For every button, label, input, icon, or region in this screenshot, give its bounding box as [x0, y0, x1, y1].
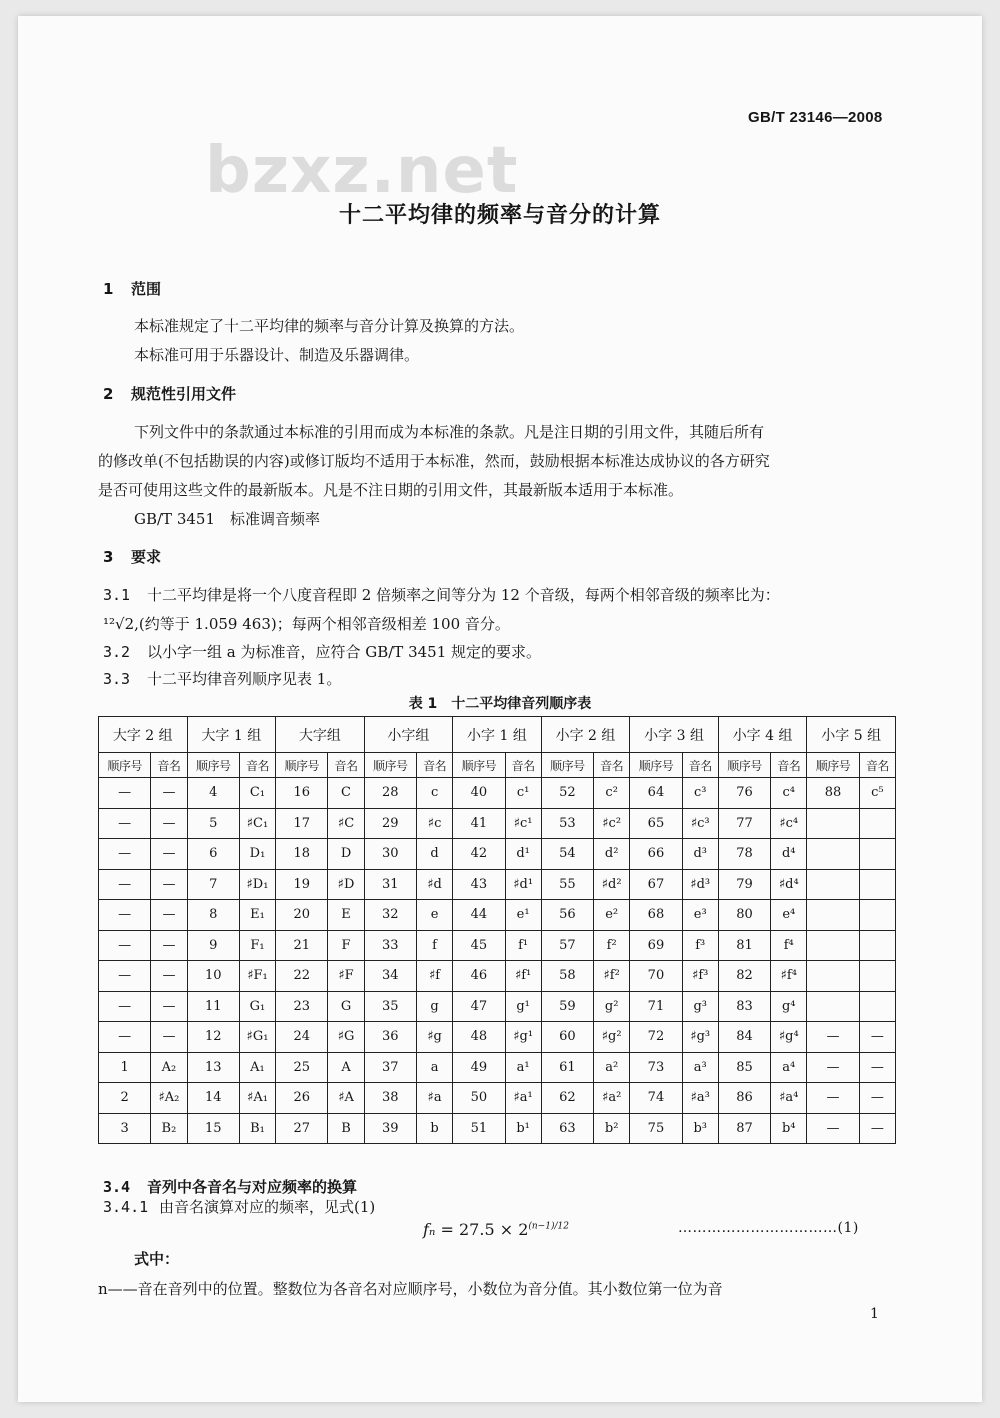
note-cell: ♯C [328, 808, 364, 839]
note-cell: d⁴ [771, 839, 807, 870]
note-cell: ♯D [328, 869, 364, 900]
note-column-header: 音名 [859, 753, 895, 778]
note-cell: ♯a² [594, 1083, 630, 1114]
seq-cell: 65 [630, 808, 682, 839]
seq-column-header: 顺序号 [99, 753, 151, 778]
table-row [99, 991, 896, 1022]
note-cell: ♯g⁴ [771, 1022, 807, 1053]
seq-cell: — [99, 839, 151, 870]
seq-cell: 80 [718, 900, 770, 931]
seq-cell: 28 [364, 778, 416, 809]
seq-column-header: 顺序号 [276, 753, 328, 778]
seq-cell [807, 930, 859, 961]
table-row [99, 1052, 896, 1083]
seq-cell: 7 [187, 869, 239, 900]
seq-cell: 52 [541, 778, 593, 809]
note-cell: ♯f² [594, 961, 630, 992]
note-cell: — [151, 961, 187, 992]
note-cell: ♯a [416, 1083, 452, 1114]
seq-cell: 51 [453, 1113, 505, 1144]
seq-cell: 5 [187, 808, 239, 839]
note-cell: ♯d² [594, 869, 630, 900]
note-cell: — [151, 808, 187, 839]
seq-cell: 18 [276, 839, 328, 870]
note-cell: — [151, 839, 187, 870]
table-row [99, 839, 896, 870]
note-cell: B₁ [239, 1113, 275, 1144]
seq-cell: 75 [630, 1113, 682, 1144]
section-1-paragraph-2: 本标准可用于乐器设计、制造及乐器调律。 [134, 346, 420, 364]
seq-cell [807, 900, 859, 931]
note-cell: A₂ [151, 1052, 187, 1083]
seq-cell: 78 [718, 839, 770, 870]
note-cell: ♯f⁴ [771, 961, 807, 992]
section-1-heading: 1 范围 [103, 280, 162, 298]
note-cell: ♯c¹ [505, 808, 541, 839]
where-label: 式中： [134, 1250, 180, 1268]
note-cell: ♯g¹ [505, 1022, 541, 1053]
note-cell: ♯c³ [682, 808, 718, 839]
seq-cell: — [99, 930, 151, 961]
seq-cell: 23 [276, 991, 328, 1022]
seq-cell: 49 [453, 1052, 505, 1083]
seq-cell: 12 [187, 1022, 239, 1053]
pitch-sequence-table [98, 716, 896, 1144]
group-header: 大字组 [276, 717, 365, 753]
seq-cell: 87 [718, 1113, 770, 1144]
seq-cell: 83 [718, 991, 770, 1022]
note-cell: ♯A [328, 1083, 364, 1114]
note-cell: E₁ [239, 900, 275, 931]
seq-cell: 85 [718, 1052, 770, 1083]
seq-cell: 15 [187, 1113, 239, 1144]
seq-cell: 70 [630, 961, 682, 992]
seq-cell: — [99, 808, 151, 839]
seq-cell: 4 [187, 778, 239, 809]
note-cell: — [151, 869, 187, 900]
seq-cell: 24 [276, 1022, 328, 1053]
note-cell: ♯g² [594, 1022, 630, 1053]
note-column-header: 音名 [682, 753, 718, 778]
note-cell: a³ [682, 1052, 718, 1083]
section-2-line-2: 的修改单(不包括勘误的内容)或修订版均不适用于本标准，然而，鼓励根据本标准达成协议的各方研究 [98, 452, 770, 470]
note-cell: — [151, 778, 187, 809]
seq-cell: 2 [99, 1083, 151, 1114]
note-cell: f⁴ [771, 930, 807, 961]
note-cell: ♯d [416, 869, 452, 900]
note-cell [859, 839, 895, 870]
seq-cell: 61 [541, 1052, 593, 1083]
note-cell: ♯a⁴ [771, 1083, 807, 1114]
seq-column-header: 顺序号 [718, 753, 770, 778]
watermark: bzxz.net [205, 134, 519, 208]
note-column-header: 音名 [416, 753, 452, 778]
note-cell: g¹ [505, 991, 541, 1022]
note-cell: ♯d¹ [505, 869, 541, 900]
note-cell: ♯d³ [682, 869, 718, 900]
note-cell: a² [594, 1052, 630, 1083]
note-cell: c¹ [505, 778, 541, 809]
seq-cell: 76 [718, 778, 770, 809]
note-cell: — [859, 1022, 895, 1053]
seq-cell: 45 [453, 930, 505, 961]
section-2-line-1: 下列文件中的条款通过本标准的引用而成为本标准的条款。凡是注日期的引用文件，其随后所有 [134, 423, 765, 441]
table-row [99, 1083, 896, 1114]
seq-cell: 74 [630, 1083, 682, 1114]
seq-cell: 82 [718, 961, 770, 992]
seq-cell [807, 869, 859, 900]
clause-3-2: 3.2 以小字一组 a 为标准音，应符合 GB/T 3451 规定的要求。 [103, 643, 542, 661]
seq-cell: 20 [276, 900, 328, 931]
seq-cell: 59 [541, 991, 593, 1022]
note-cell: — [151, 1022, 187, 1053]
note-cell: E [328, 900, 364, 931]
seq-cell: 44 [453, 900, 505, 931]
seq-cell: — [807, 1113, 859, 1144]
table-row [99, 900, 896, 931]
seq-cell: 84 [718, 1022, 770, 1053]
normative-reference: GB/T 3451 标准调音频率 [134, 510, 321, 528]
formula-number: ……………………………(1) [678, 1220, 859, 1236]
seq-cell: 19 [276, 869, 328, 900]
seq-cell: 88 [807, 778, 859, 809]
note-cell: ♯a¹ [505, 1083, 541, 1114]
seq-cell: 17 [276, 808, 328, 839]
seq-cell [807, 808, 859, 839]
table-row [99, 869, 896, 900]
clause-3-4: 3.4 音列中各音名与对应频率的换算 [103, 1178, 358, 1196]
note-cell: ♯f³ [682, 961, 718, 992]
seq-cell [807, 839, 859, 870]
note-column-header: 音名 [239, 753, 275, 778]
table-row [99, 1022, 896, 1053]
note-cell: B [328, 1113, 364, 1144]
group-header: 小字 3 组 [630, 717, 719, 753]
table-row [99, 961, 896, 992]
seq-cell: 56 [541, 900, 593, 931]
note-cell: c⁴ [771, 778, 807, 809]
seq-cell: 31 [364, 869, 416, 900]
seq-cell: 64 [630, 778, 682, 809]
seq-cell: 47 [453, 991, 505, 1022]
group-header: 大字 1 组 [187, 717, 276, 753]
note-cell: ♯D₁ [239, 869, 275, 900]
note-cell [859, 930, 895, 961]
note-cell: f³ [682, 930, 718, 961]
column-header-row [99, 753, 896, 778]
seq-cell: 26 [276, 1083, 328, 1114]
seq-cell: 37 [364, 1052, 416, 1083]
seq-cell: 10 [187, 961, 239, 992]
seq-cell: 42 [453, 839, 505, 870]
seq-cell: 63 [541, 1113, 593, 1144]
page-title: 十二平均律的频率与音分的计算 [338, 203, 661, 228]
note-cell: B₂ [151, 1113, 187, 1144]
variable-n-definition: n——音在音列中的位置。整数位为各音名对应顺序号，小数位为音分值。其小数位第一位为音 [98, 1280, 723, 1298]
seq-cell: 9 [187, 930, 239, 961]
seq-cell: 36 [364, 1022, 416, 1053]
note-cell: g [416, 991, 452, 1022]
section-1-paragraph-1: 本标准规定了十二平均律的频率与音分计算及换算的方法。 [134, 317, 525, 335]
seq-cell: 60 [541, 1022, 593, 1053]
seq-cell: — [807, 1022, 859, 1053]
table-row [99, 778, 896, 809]
seq-column-header: 顺序号 [187, 753, 239, 778]
group-header: 小字 5 组 [807, 717, 896, 753]
seq-cell [807, 961, 859, 992]
note-cell: ♯c [416, 808, 452, 839]
seq-cell: 55 [541, 869, 593, 900]
seq-cell: 57 [541, 930, 593, 961]
section-2-line-3: 是否可使用这些文件的最新版本。凡是不注日期的引用文件，其最新版本适用于本标准。 [98, 481, 684, 499]
note-cell: b³ [682, 1113, 718, 1144]
note-cell: g² [594, 991, 630, 1022]
note-cell: a [416, 1052, 452, 1083]
seq-cell: 30 [364, 839, 416, 870]
seq-cell: 41 [453, 808, 505, 839]
note-cell: D [328, 839, 364, 870]
clause-3-3: 3.3 十二平均律音列顺序见表 1。 [103, 670, 342, 688]
note-cell: — [151, 900, 187, 931]
note-cell: f [416, 930, 452, 961]
note-cell: ♯f¹ [505, 961, 541, 992]
seq-cell: 53 [541, 808, 593, 839]
note-column-header: 音名 [151, 753, 187, 778]
note-cell: ♯c² [594, 808, 630, 839]
note-cell: d¹ [505, 839, 541, 870]
seq-cell: 3 [99, 1113, 151, 1144]
seq-cell: 54 [541, 839, 593, 870]
seq-cell: 27 [276, 1113, 328, 1144]
note-cell: e⁴ [771, 900, 807, 931]
note-cell: F₁ [239, 930, 275, 961]
note-cell: a¹ [505, 1052, 541, 1083]
seq-cell: 6 [187, 839, 239, 870]
group-header: 小字 2 组 [541, 717, 630, 753]
seq-cell: — [807, 1083, 859, 1114]
seq-cell: — [99, 1022, 151, 1053]
note-cell: — [859, 1113, 895, 1144]
note-cell: ♯A₂ [151, 1083, 187, 1114]
note-cell: ♯G [328, 1022, 364, 1053]
seq-cell: 86 [718, 1083, 770, 1114]
note-column-header: 音名 [328, 753, 364, 778]
note-cell: ♯d⁴ [771, 869, 807, 900]
seq-cell: 39 [364, 1113, 416, 1144]
seq-cell: 14 [187, 1083, 239, 1114]
seq-cell: 50 [453, 1083, 505, 1114]
note-cell: e³ [682, 900, 718, 931]
note-cell: f² [594, 930, 630, 961]
note-cell: ♯g [416, 1022, 452, 1053]
note-cell: c⁵ [859, 778, 895, 809]
doc-number: GB/T 23146—2008 [748, 109, 883, 126]
seq-cell: 35 [364, 991, 416, 1022]
seq-cell: 33 [364, 930, 416, 961]
note-cell: ♯a³ [682, 1083, 718, 1114]
seq-column-header: 顺序号 [807, 753, 859, 778]
note-cell [859, 900, 895, 931]
clause-3-1-continued: ¹²√2,(约等于 1.059 463)；每两个相邻音级相差 100 音分。 [103, 615, 510, 633]
note-cell: ♯F [328, 961, 364, 992]
seq-cell: 58 [541, 961, 593, 992]
note-cell: d [416, 839, 452, 870]
seq-cell: 73 [630, 1052, 682, 1083]
document-page [18, 16, 982, 1402]
seq-cell: — [99, 961, 151, 992]
seq-cell: 66 [630, 839, 682, 870]
section-2-heading: 2 规范性引用文件 [103, 385, 237, 403]
note-cell: c² [594, 778, 630, 809]
seq-column-header: 顺序号 [541, 753, 593, 778]
note-cell: c [416, 778, 452, 809]
seq-cell: 11 [187, 991, 239, 1022]
note-cell: A [328, 1052, 364, 1083]
seq-cell: 81 [718, 930, 770, 961]
section-3-heading: 3 要求 [103, 548, 162, 566]
note-cell: F [328, 930, 364, 961]
note-cell: a⁴ [771, 1052, 807, 1083]
seq-column-header: 顺序号 [453, 753, 505, 778]
group-header: 小字 1 组 [453, 717, 542, 753]
note-cell: ♯f [416, 961, 452, 992]
note-column-header: 音名 [594, 753, 630, 778]
table-caption: 表 1 十二平均律音列顺序表 [408, 696, 592, 712]
seq-cell: 77 [718, 808, 770, 839]
note-cell [859, 961, 895, 992]
group-header: 大字 2 组 [99, 717, 188, 753]
group-header-row [99, 717, 896, 753]
group-header: 小字 4 组 [718, 717, 807, 753]
seq-cell: 1 [99, 1052, 151, 1083]
table-row [99, 808, 896, 839]
note-cell: f¹ [505, 930, 541, 961]
frequency-formula: $f_n = 27.5 \times 2^{(n-1)/12}$ [423, 1220, 569, 1239]
seq-cell: 43 [453, 869, 505, 900]
note-cell: g³ [682, 991, 718, 1022]
seq-cell: 46 [453, 961, 505, 992]
note-cell: — [151, 991, 187, 1022]
seq-cell: — [99, 869, 151, 900]
seq-cell: 25 [276, 1052, 328, 1083]
seq-cell: — [99, 991, 151, 1022]
note-cell: C [328, 778, 364, 809]
seq-cell: 13 [187, 1052, 239, 1083]
note-cell: b [416, 1113, 452, 1144]
seq-cell: 68 [630, 900, 682, 931]
note-cell: d³ [682, 839, 718, 870]
seq-column-header: 顺序号 [630, 753, 682, 778]
note-cell: ♯c⁴ [771, 808, 807, 839]
clause-3-1: 3.1 十二平均律是将一个八度音程即 2 倍频率之间等分为 12 个音级，每两个相邻音级的频率比为： [103, 586, 780, 604]
note-column-header: 音名 [771, 753, 807, 778]
clause-3-4-1: 3.4.1 由音名演算对应的频率，见式(1) [103, 1198, 376, 1216]
note-cell: G [328, 991, 364, 1022]
seq-cell: 79 [718, 869, 770, 900]
seq-cell: 71 [630, 991, 682, 1022]
seq-cell: 8 [187, 900, 239, 931]
seq-cell: 67 [630, 869, 682, 900]
seq-cell: 21 [276, 930, 328, 961]
note-cell: — [151, 930, 187, 961]
seq-cell: 38 [364, 1083, 416, 1114]
note-cell: g⁴ [771, 991, 807, 1022]
seq-cell: 62 [541, 1083, 593, 1114]
note-cell: ♯g³ [682, 1022, 718, 1053]
seq-cell: 69 [630, 930, 682, 961]
note-cell: d² [594, 839, 630, 870]
note-cell: c³ [682, 778, 718, 809]
seq-cell: 40 [453, 778, 505, 809]
note-column-header: 音名 [505, 753, 541, 778]
seq-cell: 72 [630, 1022, 682, 1053]
seq-column-header: 顺序号 [364, 753, 416, 778]
note-cell: ♯F₁ [239, 961, 275, 992]
seq-cell: 32 [364, 900, 416, 931]
note-cell: ♯G₁ [239, 1022, 275, 1053]
note-cell: C₁ [239, 778, 275, 809]
note-cell: ♯A₁ [239, 1083, 275, 1114]
seq-cell: 16 [276, 778, 328, 809]
page-number: 1 [870, 1306, 879, 1322]
seq-cell: 22 [276, 961, 328, 992]
note-cell: D₁ [239, 839, 275, 870]
seq-cell: — [99, 778, 151, 809]
seq-cell: 48 [453, 1022, 505, 1053]
note-cell: ♯C₁ [239, 808, 275, 839]
seq-cell: — [99, 900, 151, 931]
note-cell: A₁ [239, 1052, 275, 1083]
note-cell: b¹ [505, 1113, 541, 1144]
note-cell [859, 991, 895, 1022]
table-row [99, 930, 896, 961]
note-cell: G₁ [239, 991, 275, 1022]
table-row [99, 1113, 896, 1144]
note-cell [859, 808, 895, 839]
seq-cell [807, 991, 859, 1022]
note-cell [859, 869, 895, 900]
seq-cell: — [807, 1052, 859, 1083]
note-cell: — [859, 1083, 895, 1114]
note-cell: e¹ [505, 900, 541, 931]
note-cell: e² [594, 900, 630, 931]
note-cell: b² [594, 1113, 630, 1144]
group-header: 小字组 [364, 717, 453, 753]
note-cell: e [416, 900, 452, 931]
seq-cell: 34 [364, 961, 416, 992]
note-cell: b⁴ [771, 1113, 807, 1144]
seq-cell: 29 [364, 808, 416, 839]
note-cell: — [859, 1052, 895, 1083]
